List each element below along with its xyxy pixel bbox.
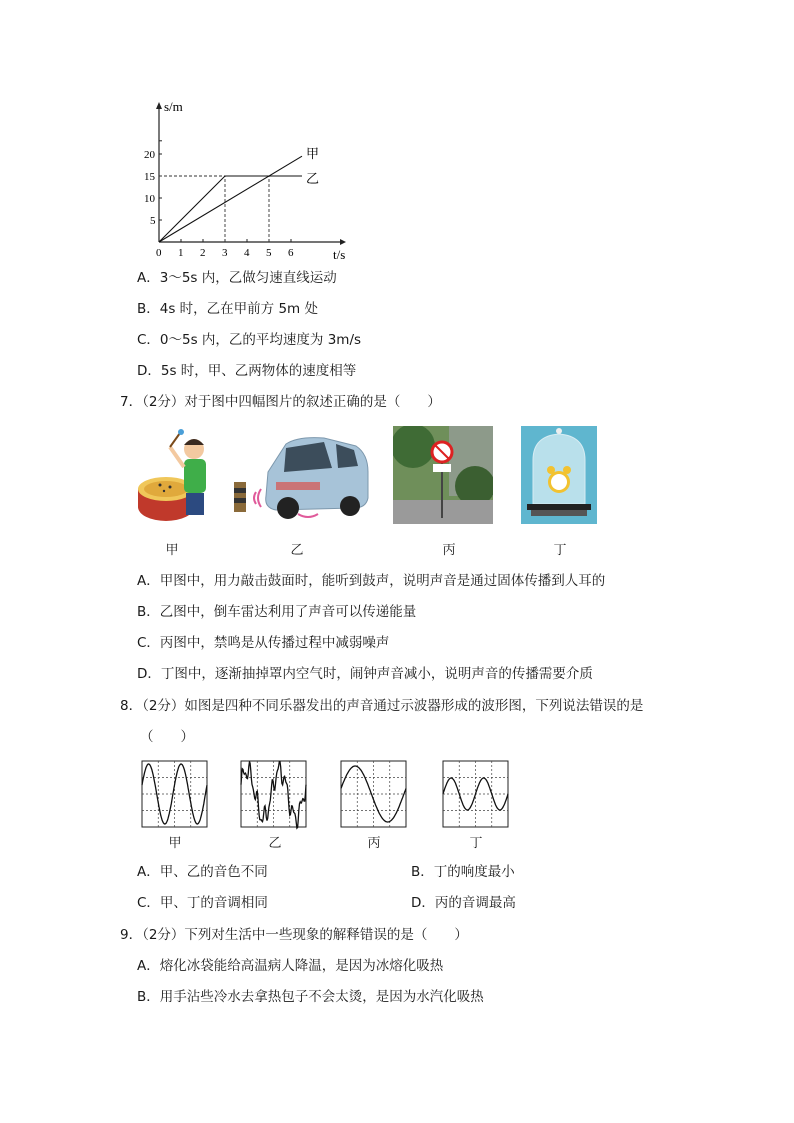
- oscilloscope-waveforms: [140, 758, 520, 832]
- st-graph: [130, 95, 360, 265]
- no-horn-street-image: [393, 426, 493, 524]
- car-radar-image: [228, 432, 370, 524]
- y-axis-label: s/m: [164, 99, 183, 114]
- q7-label-yi: 乙: [290, 543, 304, 558]
- q8-label-jia: 甲: [168, 836, 182, 851]
- x-tick-label: 1: [178, 247, 184, 259]
- series-label-0: 甲: [306, 146, 320, 162]
- x-tick-label: 2: [200, 247, 206, 259]
- q9-stem: 9．（2分）下列对生活中一些现象的解释错误的是（ ）: [120, 927, 468, 943]
- q8-stem-paren: （ ）: [140, 729, 194, 745]
- x-axis-label: t/s: [333, 247, 346, 262]
- x-tick-label: 3: [222, 247, 228, 259]
- q7-label-jia: 甲: [165, 543, 179, 558]
- q7-option-a: A．甲图中，用力敲击鼓面时，能听到鼓声，说明声音是通过固体传播到人耳的: [137, 573, 606, 589]
- y-axis-arrow: [156, 102, 162, 109]
- q7-option-b: B．乙图中，倒车雷达利用了声音可以传递能量: [137, 604, 417, 620]
- q7-label-bing: 丙: [442, 543, 456, 558]
- x-axis-arrow: [340, 239, 346, 245]
- q6-option-c: C．0～5s 内，乙的平均速度为 3m/s: [137, 332, 362, 348]
- q8-label-bing: 丙: [367, 836, 381, 851]
- bell-jar-clock-image: [521, 426, 597, 524]
- y-tick-label: 5: [150, 215, 156, 227]
- drum-boy-image: [136, 427, 216, 523]
- q9-option-b: B．用手沾些冷水去拿热包子不会太烫，是因为水汽化吸热: [137, 989, 484, 1005]
- q8-option-d: D．丙的音调最高: [411, 895, 516, 911]
- y-tick-label: 20: [144, 149, 155, 161]
- q7-option-d: D．丁图中，逐渐抽掉罩内空气时，闹钟声音减小，说明声音的传播需要介质: [137, 666, 593, 682]
- series-label-1: 乙: [306, 171, 320, 186]
- x-tick-label: 6: [288, 247, 294, 259]
- q7-option-c: C．丙图中，禁鸣是从传播过程中减弱噪声: [137, 635, 390, 651]
- q8-option-a: A．甲、乙的音色不同: [137, 864, 268, 880]
- q8-label-yi: 乙: [268, 836, 282, 851]
- y-tick-label: 10: [144, 193, 155, 205]
- x-tick-label: 0: [156, 247, 162, 259]
- x-tick-label: 5: [266, 247, 272, 259]
- q6-option-b: B．4s 时，乙在甲前方 5m 处: [137, 301, 318, 317]
- q6-option-a: A．3～5s 内，乙做匀速直线运动: [137, 270, 337, 286]
- series-line-1: [159, 176, 302, 242]
- q8-label-ding: 丁: [469, 836, 483, 851]
- q9-option-a: A．熔化冰袋能给高温病人降温，是因为冰熔化吸热: [137, 958, 444, 974]
- series-line-0: [159, 156, 302, 242]
- q6-option-d: D．5s 时，甲、乙两物体的速度相等: [137, 363, 357, 379]
- x-tick-label: 4: [244, 247, 250, 259]
- q7-stem: 7．（2分）对于图中四幅图片的叙述正确的是（ ）: [120, 394, 441, 410]
- q7-label-ding: 丁: [553, 543, 567, 558]
- q8-option-b: B．丁的响度最小: [411, 864, 515, 880]
- y-tick-label: 15: [144, 171, 155, 183]
- q8-option-c: C．甲、丁的音调相同: [137, 895, 268, 911]
- q8-stem: 8．（2分）如图是四种不同乐器发出的声音通过示波器形成的波形图，下列说法错误的是: [120, 698, 644, 714]
